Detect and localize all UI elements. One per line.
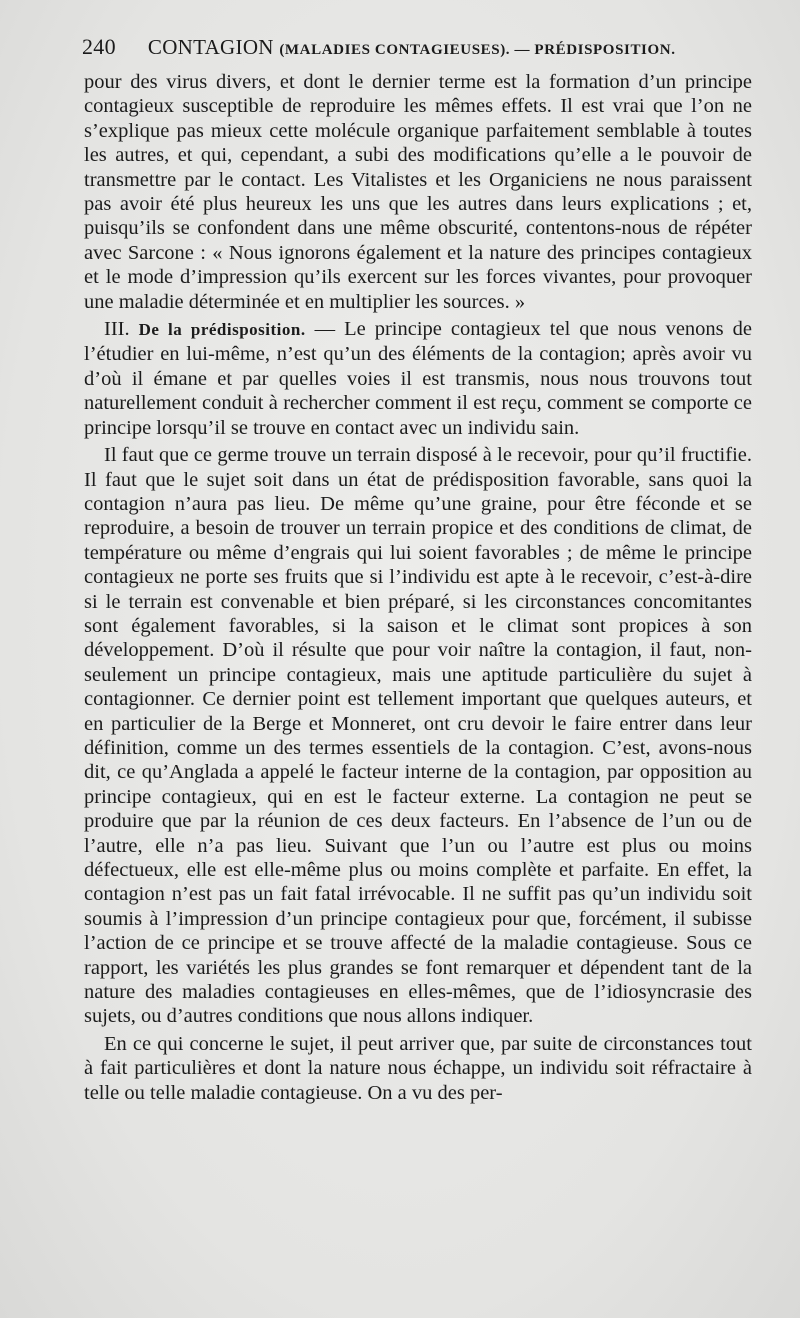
paragraph-1: pour des virus divers, et dont le dernier terme est la formation d’un principe contagieux susceptible de reproduire les mêmes effets. Il est vrai que l’on ne s’explique pas mieux cette molécule organique parfaitement semblable à toutes les autres, et qui, cependant, a subi des modifications qu’elle a le pouvoir de transmettre par le contact. Les Vitalistes et les Organiciens ne nous paraissent pas avoir été plus heureux les uns que les autres dans leurs explications ; et, puisqu’ils se confondent dans une même obscurité, contentons-nous de répéter avec Sarcone : « Nous ignorons également et la nature des principes contagieux et le mode d’impression qu’ils exercent sur les forces vivantes, pour provoquer une maladie déterminée et en multiplier les sources. » — [84, 71, 752, 313]
section-title: De la prédisposition. — [138, 320, 306, 340]
page-number: 240 — [82, 34, 116, 59]
paragraph-2-text: — Le principe contagieux tel que nous venons de l’étudier en lui-même, n’est qu’un des éléments de la contagion; après avoir vu d’où il émane et par quelles voies il est transmis, nous nous trouvons tout naturellement conduit à rechercher comment il est reçu, comment se comporte ce principe lorsqu’il se trouve en contact avec un individu sain. — [84, 318, 752, 439]
section-number: III. — [104, 318, 130, 341]
body-text — [84, 70, 752, 1105]
header-subtitle: (MALADIES CONTAGIEUSES). — PRÉDISPOSITION. — [279, 42, 676, 58]
header-title: CONTAGION — [147, 35, 274, 59]
running-header — [82, 34, 752, 64]
paragraph-2 — [84, 317, 752, 440]
paragraph-3: Il faut que ce germe trouve un terrain disposé à le recevoir, pour qu’il fructifie. Il faut que le sujet soit dans un état de prédisposition favorable, sans quoi la contagion n’aura pas lieu. De même qu’une graine, pour être féconde et se reproduire, a besoin de trouver un terrain propice et des conditions de climat, de température ou même d’engrais qui lui soient favorables ; de même le principe contagieux ne porte ses fruits que si l’individu est apte à le recevoir, c’est-à-dire si le terrain est convenable et bien préparé, si les circonstances concomitantes sont également favorables, si la saison et le climat sont propices à son développement. D’où il résulte que pour voir naître la contagion, il faut, non-seulement un principe contagieux, mais une aptitude particulière du sujet à contagionner. Ce dernier point est tellement important que quelques auteurs, et en particulier de la Berge et Monneret, ont cru devoir le faire entrer dans leur définition, comme un des termes essentiels de la contagion. C’est, avons-nous dit, ce qu’Anglada a appelé le facteur interne de la contagion, par opposition au principe contagieux, qui en est le facteur externe. La contagion ne peut se produire que par la réunion de ces deux facteurs. En l’absence de l’un ou de l’autre, elle n’a pas lieu. Suivant que l’un ou l’autre est plus ou moins défectueux, elle est elle-même plus ou moins complète et parfaite. En effet, la contagion n’est pas un fait fatal irrévocable. Il ne suffit pas qu’un individu soit soumis à l’impression d’un principe contagieux pour que, forcément, il subisse l’action de ce principe et se trouve affecté de la maladie contagieuse. Sous ce rapport, les variétés les plus grandes se font remarquer et dépendent tant de la nature des maladies contagieuses en elles-mêmes, que de l’idiosyncrasie des sujets, ou d’autres conditions que nous allons indiquer. — [84, 444, 752, 1028]
paragraph-4: En ce qui concerne le sujet, il peut arriver que, par suite de circonstances tout à fait particulières et dont la nature nous échappe, un individu soit réfractaire à telle ou telle maladie contagieuse. On a vu des per- — [84, 1032, 752, 1104]
